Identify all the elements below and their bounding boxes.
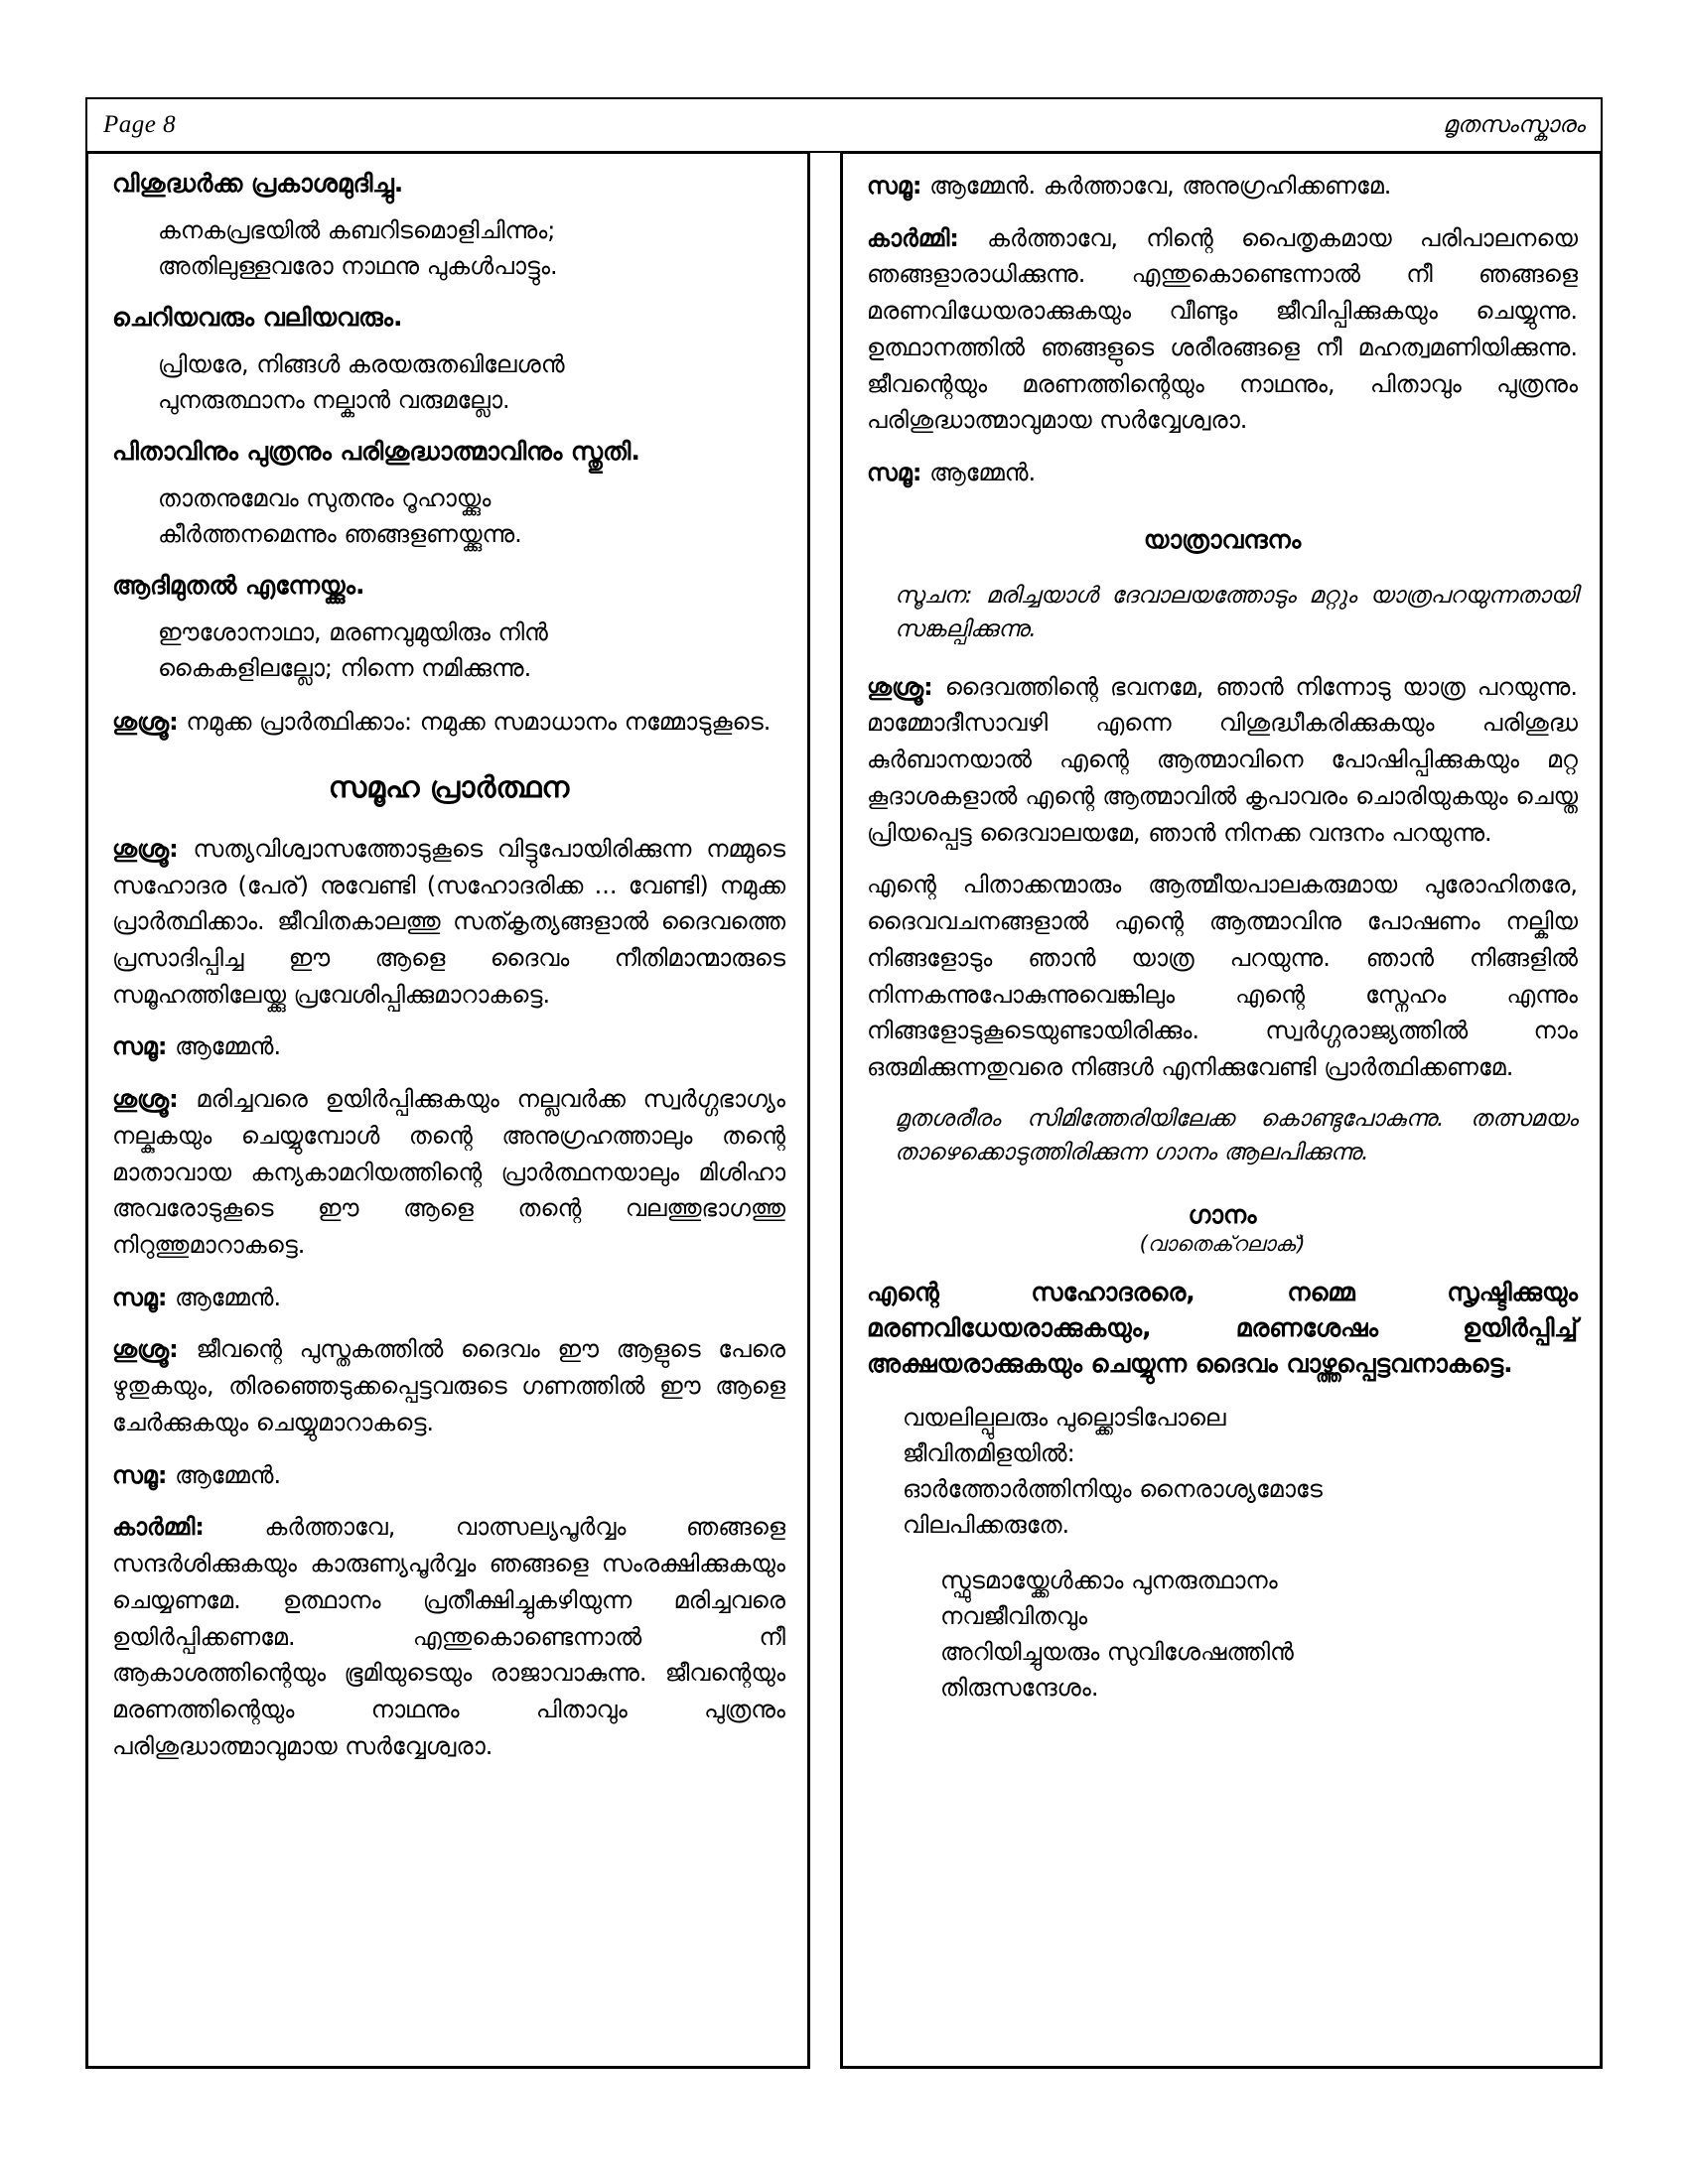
verse-line: അറിയിച്ചുയരും സുവിശേഷത്തിൻ — [940, 1638, 1294, 1667]
left-heading-4: ആദിമുതൽ എന്നേയ്ക്കും. — [112, 571, 365, 601]
left-heading-2: ചെറിയവരും വലിയവരും. — [112, 303, 403, 333]
speaker-label: സമൂ: — [112, 1283, 168, 1311]
verse-line: പുനരുത്ഥാനം നല്കാൻ വരുമല്ലോ. — [158, 385, 510, 414]
left-response-sushrusha-2 — [112, 831, 785, 1014]
speech-text: ആമ്മേൻ. — [167, 1283, 282, 1311]
speech-text: ആമ്മേൻ. — [167, 1460, 282, 1489]
verse-line: കനകപ്രഭയിൽ കബറിടമൊളിചിന്നും; — [158, 216, 556, 244]
right-response-samuham-1 — [867, 168, 1578, 205]
left-verse-2 — [112, 347, 785, 418]
speaker-label: ശുശ്രൂ: — [112, 708, 179, 737]
speech-text: ആമ്മേൻ. — [921, 459, 1037, 487]
verse-line: ഓർത്തോർത്തിനിയും നൈരാശ്യമോടേ — [903, 1475, 1323, 1504]
left-heading-1: വിശുദ്ധർക്ക പ്രകാശമുദിച്ചു. — [112, 169, 404, 198]
song-title: ഗാനം — [1188, 1199, 1257, 1229]
verse-line: ജീവിതമിളയിൽ: — [903, 1439, 1075, 1468]
speaker-label: സമൂ: — [112, 1460, 168, 1489]
left-response-samuham-1 — [112, 1028, 785, 1065]
left-response-sushrusha-3 — [112, 1081, 785, 1264]
verse-line: കീർത്തനമെന്നും ഞങ്ങളണയ്ക്കുന്നു. — [158, 519, 522, 548]
left-section-title: സമൂഹ പ്രാർത്ഥന — [328, 769, 570, 805]
speaker-label: കാർമ്മി: — [867, 223, 959, 252]
verse-line: താതനുമേവം സുതനും റൂഹായ്ക്കും — [158, 484, 492, 513]
speech-text: ദൈവത്തിന്റെ ഭവനമേ, ഞാൻ നിന്നോടു യാത്ര പറയുന്നു. മാമ്മോദീസാവഴി എന്നെ വിശുദ്ധീകരിക്കുകയും പരിശുദ്ധ കുർബാനയാൽ എന്റെ ആത്മാവിനെ പോഷിപ്പിക്കുകയും മറ്റ കൂദാശകളാൽ എന്റെ ആത്മാവിൽ കൃപാവരം ചൊരിയുകയും ചെയ്ത പ്രിയപ്പെട്ട ദൈവാലയമേ, ഞാൻ നിനക്ക വന്ദനം പറയുന്നു. — [867, 672, 1578, 847]
verse-line: വയലില്പുലരും പുല്ക്കൊടിപോലെ — [903, 1404, 1226, 1433]
verse-line: പ്രിയരേ, നിങ്ങൾ കരയരുതഖിലേശൻ — [158, 350, 565, 379]
speech-text: ആമ്മേൻ. കർത്താവേ, അനുഗ്രഹിക്കണമേ. — [921, 172, 1392, 200]
right-rubric-1 — [867, 579, 1578, 647]
song-verse-1 — [867, 1400, 1578, 1543]
left-response-sushrusha-1 — [112, 704, 785, 741]
song-bold-text: എന്റെ സഹോദരരെ, നമ്മെ സൃഷ്ടിക്കുയും മരണവിധേയരാക്കുകയും, മരണശേഷം ഉയിർപ്പിച്ച് അക്ഷയരാക്കുകയും ചെയ്യുന്ന ദൈവം വാഴ്ത്തപ്പെട്ടവനാകട്ടെ. — [867, 1277, 1578, 1379]
left-response-karmmi-1 — [112, 1509, 785, 1764]
speaker-label: ശുശ്രൂ: — [867, 672, 933, 701]
right-response-karmmi-1 — [867, 220, 1578, 439]
left-response-samuham-2 — [112, 1280, 785, 1316]
speaker-label: ശുശ്രൂ: — [112, 834, 179, 863]
verse-line: അതിലുള്ളവരോ നാഥനു പുകൾപാട്ടും. — [158, 251, 558, 280]
speech-text: കർത്താവേ, വാത്സല്യപൂർവ്വം ഞങ്ങളെ സന്ദർശിക്കുകയും കാരുണ്യപൂർവ്വം ഞങ്ങളെ സംരക്ഷിക്കുകയും ചെയ്യണമേ. ഉത്ഥാനം പ്രതീക്ഷിച്ചുകഴിയുന്ന മരിച്ചവരെ ഉയിർപ്പിക്കണമേ. എന്തുകൊണ്ടെന്നാൽ നീ ആകാശത്തിന്റെയും ഭൂമിയുടെയും രാജാവാകുന്നു. ജീവന്റെയും മരണത്തിന്റെയും നാഥനും പിതാവും പുത്രനും പരിശുദ്ധാത്മാവുമായ സർവ്വേശ്വരാ. — [112, 1513, 785, 1760]
speaker-label: കാർമ്മി: — [112, 1513, 205, 1542]
left-verse-3 — [112, 481, 785, 552]
page-header — [87, 99, 1601, 151]
speaker-label: സമൂ: — [867, 459, 922, 487]
book-title-label: മൃതസംസ്കാരം — [1443, 112, 1585, 137]
left-response-sushrusha-4 — [112, 1331, 785, 1440]
right-rubric-2: മൃതശരീരം സിമിത്തേരിയിലേക്ക കൊണ്ടുപോകുന്നു. തത്സമയം താഴെക്കൊടുത്തിരിക്കുന്ന ഗാനം ആലപിക്കുന്നു. — [895, 1105, 1578, 1166]
rubric-label: സൂചന: — [895, 582, 973, 609]
speech-text: കർത്താവേ, നിന്റെ പൈതൃകമായ പരിപാലനയെ ഞങ്ങളാരാധിക്കുന്നു. എന്തുകൊണ്ടെന്നാൽ നീ ഞങ്ങളെ മരണവിധേയരാക്കുകയും വീണ്ടും ജീവിപ്പിക്കുകയും ചെയ്യുന്നു. ഉത്ഥാനത്തിൽ ഞങ്ങളുടെ ശരീരങ്ങളെ നീ മഹത്വമണിയിക്കുന്നു. ജീവന്റെയും മരണത്തിന്റെയും നാഥനും, പിതാവും പുത്രനും പരിശുദ്ധാത്മാവുമായ സർവ്വേശ്വരാ. — [867, 223, 1578, 435]
speaker-label: ശുശ്രൂ: — [112, 1335, 179, 1364]
verse-line: വിലപിക്കരുതേ. — [903, 1511, 1070, 1540]
right-section-title: യാത്രാവന്ദനം — [1143, 524, 1302, 554]
left-response-samuham-3 — [112, 1457, 785, 1494]
speech-text: നമുക്ക പ്രാർത്ഥിക്കാം: നമുക്ക സമാധാനം നമ്മോടുകൂടെ. — [178, 708, 772, 737]
right-column-frame — [840, 151, 1603, 2069]
speech-text: ജീവന്റെ പുസ്തകത്തിൽ ദൈവം ഈ ആളുടെ പേരെ ഴുതുകയും, തിരഞ്ഞെടുക്കപ്പെട്ടവരുടെ ഗണത്തിൽ ഈ ആളെ ചേർക്കുകയും ചെയ്യുമാറാകട്ടെ. — [112, 1335, 785, 1436]
page-number-label: Page 8 — [103, 111, 177, 138]
right-paragraph-2: എന്റെ പിതാക്കന്മാരും ആത്മീയപാലകരുമായ പുരോഹിതരേ, ദൈവവചനങ്ങളാൽ എന്റെ ആത്മാവിനു പോഷണം നല്കിയ നിങ്ങളോടും ഞാൻ യാത്ര പറയുന്നു. ഞാൻ നിങ്ങളിൽ നിന്നകന്നുപോകുന്നുവെങ്കിലും എന്റെ സ്നേഹം എന്നും നിങ്ങളോടുകൂടെയുണ്ടായിരിക്കും. സ്വർഗ്ഗരാജ്യത്തിൽ നാം ഒരുമിക്കുന്നതുവരെ നിങ്ങൾ എനിക്കുവേണ്ടി പ്രാർത്ഥിക്കണമേ. — [867, 871, 1578, 1081]
left-verse-4 — [112, 615, 785, 686]
left-heading-3: പിതാവിനും പുത്രനും പരിശുദ്ധാത്മാവിനും സ്തുതി. — [112, 437, 640, 467]
verse-line: കൈകളിലല്ലോ; നിന്നെ നമിക്കുന്നു. — [158, 653, 532, 682]
speaker-label: സമൂ: — [112, 1032, 168, 1061]
page-header-band — [85, 97, 1603, 153]
left-verse-1 — [112, 213, 785, 284]
speech-text: ആമ്മേൻ. — [167, 1032, 282, 1061]
verse-line: ഈശോനാഥാ, മരണവുമുയിരും നിൻ — [158, 618, 548, 647]
song-verse-2 — [867, 1563, 1578, 1706]
speaker-label: സമൂ: — [867, 172, 922, 200]
speech-text: സത്യവിശ്വാസത്തോടുകൂടെ വിട്ടുപോയിരിക്കുന്ന നമ്മുടെ സഹോദര (പേര്) നുവേണ്ടി (സഹോദരിക്ക ... വേണ്ടി) നമുക്ക പ്രാർത്ഥിക്കാം. ജീവിതകാലത്തു സത്കൃത്യങ്ങളാൽ ദൈവത്തെ പ്രസാദിപ്പിച്ച ഈ ആളെ ദൈവം നീതിമാന്മാരുടെ സമൂഹത്തിലേയ്ക്കു പ്രവേശിപ്പിക്കുമാറാകട്ടെ. — [112, 834, 785, 1009]
verse-line: തിരുസന്ദേശം. — [940, 1674, 1099, 1703]
rubric-text: മരിച്ചയാൾ ദേവാലയത്തോടും മറ്റും യാത്രപറയുന്നതായി സങ്കല്പിക്കുന്നു. — [895, 582, 1578, 643]
left-column-frame — [85, 151, 810, 2069]
speech-text: മരിച്ചവരെ ഉയിർപ്പിക്കുകയും നല്ലവർക്ക സ്വർഗ്ഗഭാഗ്യം നല്കുകയും ചെയ്യുമ്പോൾ തന്റെ അനുഗ്രഹത്താലും തന്റെ മാതാവായ കന്യകാമറിയത്തിന്റെ പ്രാർത്ഥനയാലും മിശിഹാ അവരോടുകൂടെ ഈ ആളെ തന്റെ വലത്തുഭാഗത്തു നിറുത്തുമാറാകട്ടെ. — [112, 1085, 785, 1260]
verse-line: സ്ഫുടമായ്ക്കേൾക്കാം പുനരുത്ഥാനം — [940, 1567, 1278, 1595]
right-response-sushrusha-1 — [867, 669, 1578, 852]
left-column-body — [88, 154, 807, 2066]
right-column-body — [843, 154, 1600, 2066]
right-response-samuham-2 — [867, 455, 1578, 491]
verse-line: നവജീവിതവും — [940, 1602, 1088, 1631]
speaker-label: ശുശ്രൂ: — [112, 1085, 179, 1114]
song-subtitle: (വാതെക്‌റലാക്) — [1139, 1231, 1306, 1256]
